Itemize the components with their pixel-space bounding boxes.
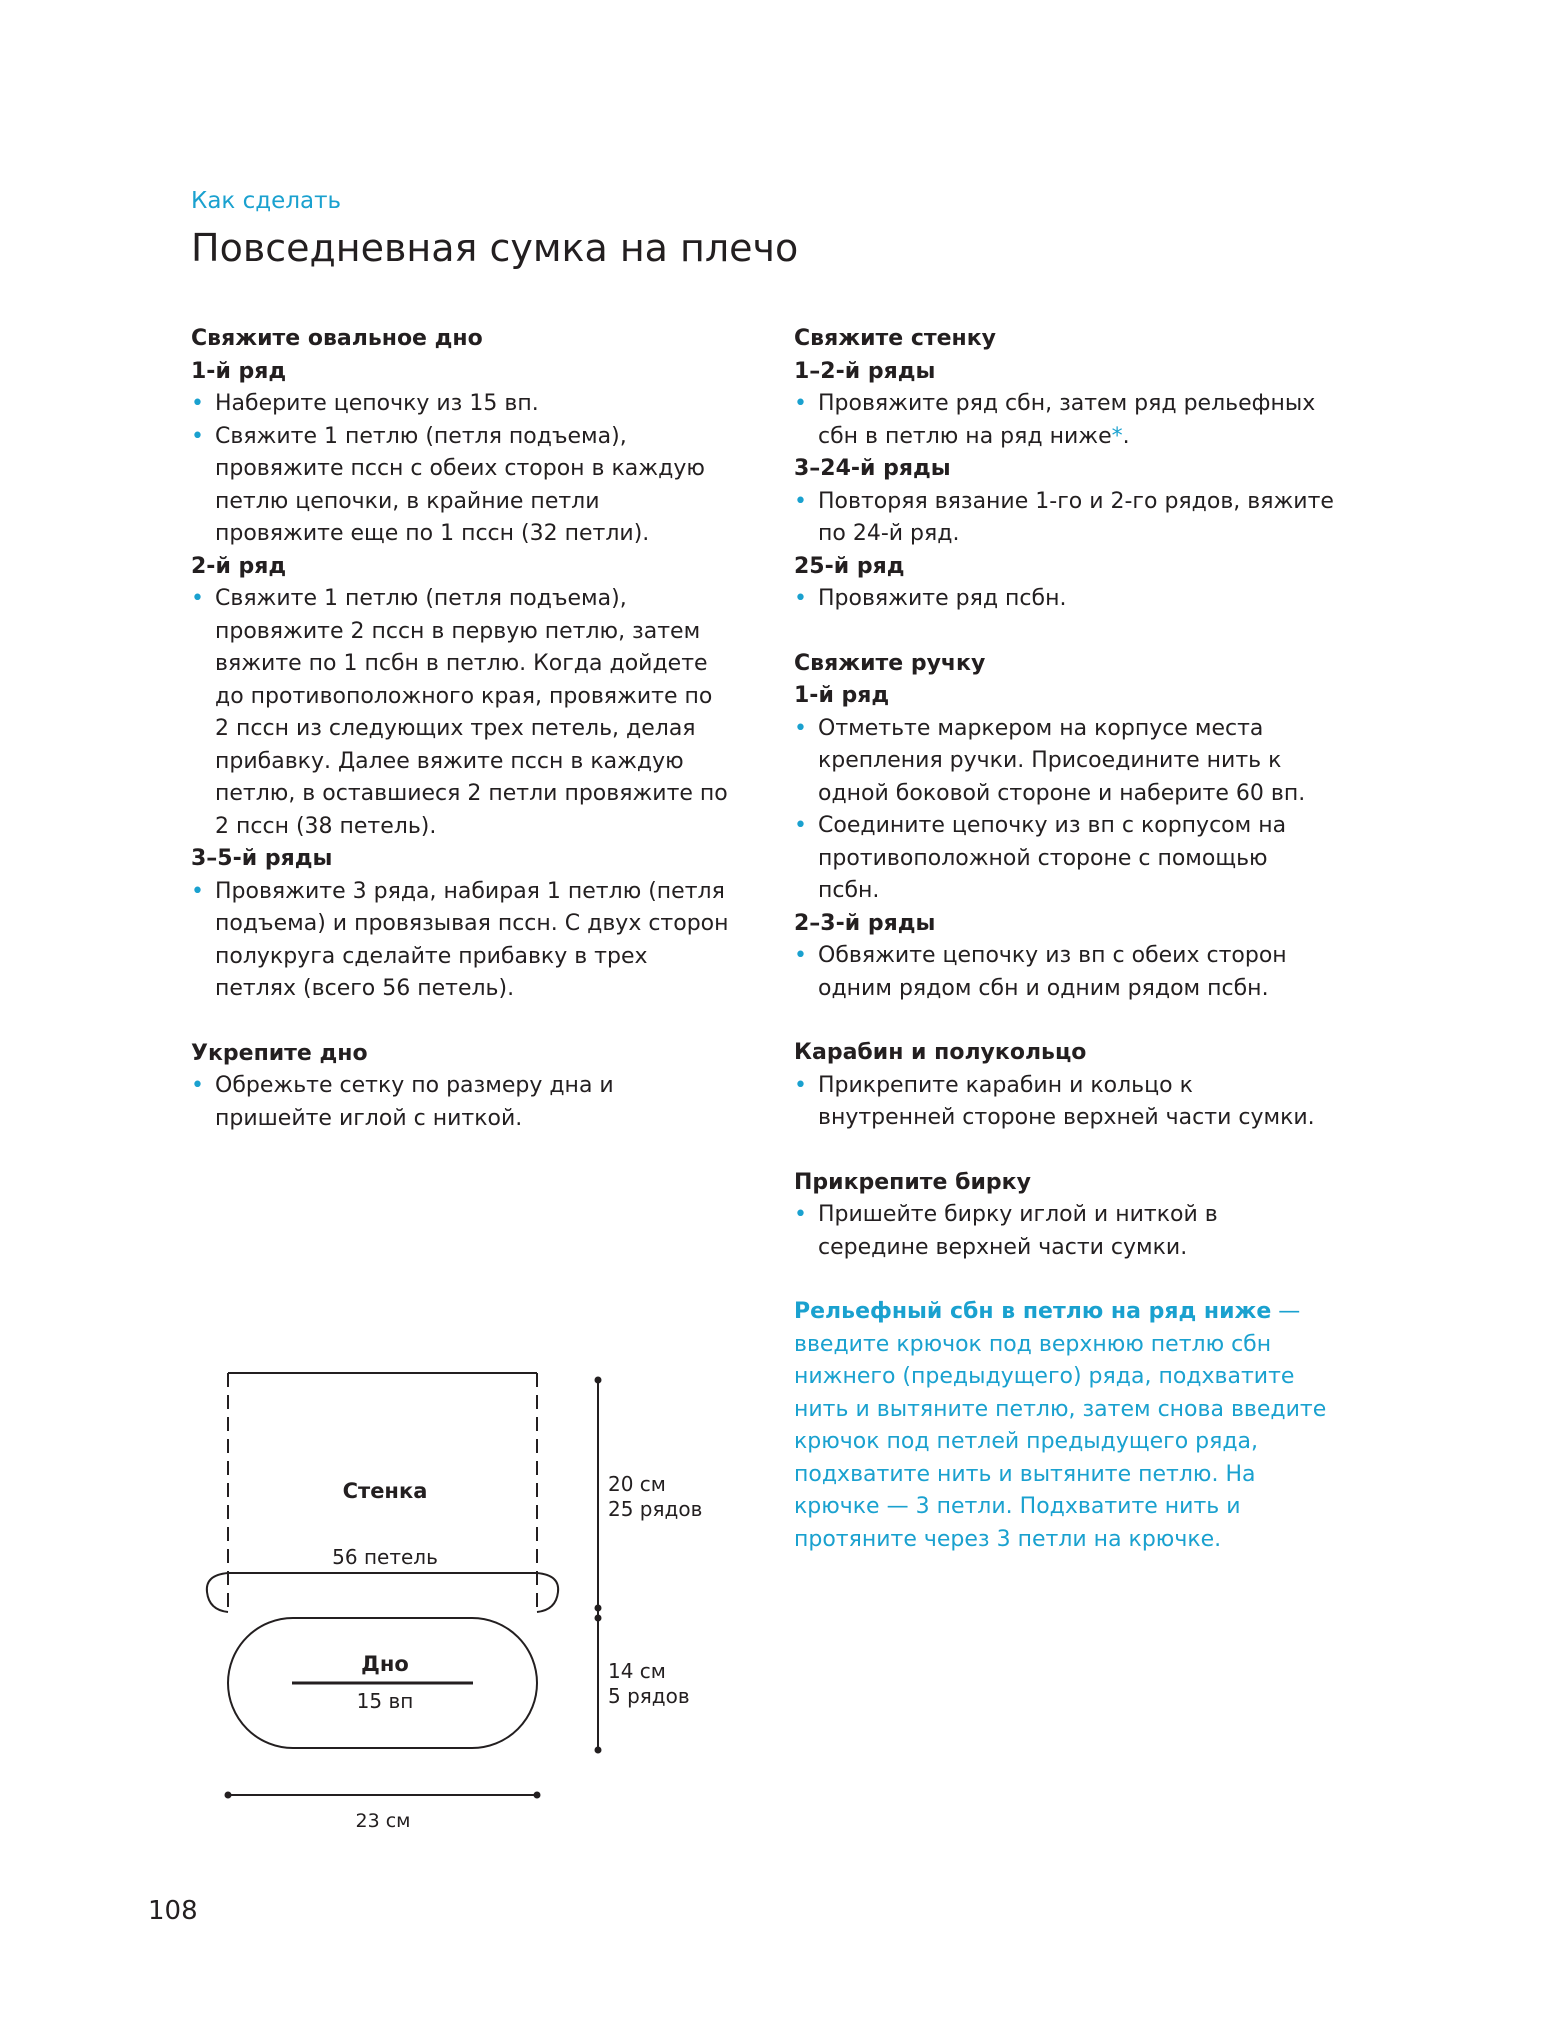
list-item-text: Отметьте маркером на корпусе места крепления ручки. Присоедините нить к одной боковой стороне и наберите 60 вп. (818, 715, 1306, 806)
list-item-text: Обрежьте сетку по размеру дна и пришейте иглой с ниткой. (215, 1073, 614, 1131)
wall-left-curl (207, 1573, 228, 1612)
bottom-height: 14 см (608, 1659, 666, 1683)
page-title: Повседневная сумка на плечо (191, 226, 799, 270)
list-item-text: Соедините цепочку из вп с корпусом на противоположной стороне с помощью псбн. (818, 813, 1287, 903)
bullet-icon: • (794, 488, 807, 514)
section-title: Укрепите дно (191, 1040, 368, 1066)
dimension-dot (534, 1792, 541, 1799)
list-item-text: Прикрепите карабин и кольцо к внутренней стороне верхней части сумки. (818, 1072, 1315, 1130)
section-title: Свяжите овальное дно (191, 326, 483, 351)
bullet-icon: • (794, 715, 807, 741)
bullet-icon: • (191, 586, 204, 611)
list-item-text: Провяжите ряд псбн. (818, 586, 1067, 611)
bullet-icon: • (794, 391, 807, 416)
list-item-text: Свяжите 1 петлю (петля подъема), провяжите пссн с обеих сторон в каждую петлю цепочки, в крайние петли провяжите еще по 1 пссн (32 петли). (215, 423, 705, 546)
bullet-icon: • (794, 586, 807, 611)
row-label: 1-й ряд (191, 358, 287, 384)
section-title: Свяжите стенку (794, 326, 997, 351)
row-label: 3–24-й ряды (794, 456, 951, 481)
bottom-stitches: 15 вп (356, 1689, 414, 1713)
list-item-text: Наберите цепочку из 15 вп. (215, 391, 539, 416)
bullet-icon: • (794, 943, 807, 968)
dimension-dot (595, 1615, 602, 1622)
dimension-dot (225, 1792, 232, 1799)
row-label: 1–2-й ряды (794, 358, 936, 384)
wall-rows: 25 рядов (608, 1497, 703, 1521)
section-title: Карабин и полукольцо (794, 1040, 1087, 1065)
bullet-icon: • (191, 423, 204, 449)
list-item-text: Провяжите ряд сбн, затем ряд рельефных сбн в петлю на ряд ниже (818, 391, 1316, 449)
list-item-text: Обвяжите цепочку из вп с обеих сторон одним рядом сбн и одним рядом псбн. (818, 943, 1287, 1001)
bullet-icon: • (191, 1073, 204, 1098)
section-title: Свяжите ручку (794, 650, 986, 676)
list-item-text: Свяжите 1 петлю (петля подъема), провяжите 2 пссн в первую петлю, затем вяжите по 1 псбн в петлю. Когда дойдете до противоположного края, провяжите по 2 пссн из следующих трех петель, делая прибавку. Далее вяжите пссн в каждую петлю, в оставшиеся 2 петли провяжите по 2 пссн (38 петель). (215, 586, 728, 839)
width-label: 23 см (355, 1810, 411, 1832)
footnote-star: * (1111, 423, 1123, 449)
bullet-icon: • (794, 1072, 807, 1098)
row-label: 25-й ряд (794, 553, 905, 579)
bottom-label: Дно (361, 1652, 409, 1676)
dimension-dot (595, 1747, 602, 1754)
footnote-text: — введите крючок под верхнюю петлю сбн нижнего (предыдущего) ряда, подхватите нить и вытяните петлю, затем снова введите крючок под петлей предыдущего ряда, подхватите нить и вытяните петлю. На крючке — 3 петли. Подхватите нить и протяните через 3 петли на крючке. (794, 1299, 1327, 1552)
section-title: Прикрепите бирку (794, 1169, 1031, 1195)
row-label: 2-й ряд (191, 553, 287, 579)
list-item-text: Пришейте бирку иглой и ниткой в середине верхней части сумки. (818, 1202, 1218, 1260)
bullet-icon: • (794, 813, 807, 838)
wall-label: Стенка (342, 1479, 428, 1503)
row-label: 1-й ряд (794, 683, 890, 708)
page-number: 108 (148, 1896, 198, 1926)
list-item-text: Повторяя вязание 1-го и 2-го рядов, вяжите по 24-й ряд. (818, 488, 1334, 546)
dimension-dot (595, 1605, 602, 1612)
wall-right-curl (537, 1573, 558, 1612)
footnote-term: Рельефный сбн в петлю на ряд ниже (794, 1299, 1272, 1324)
bullet-icon: • (794, 1202, 807, 1227)
row-label: 2–3-й ряды (794, 910, 936, 936)
section-eyebrow: Как сделать (191, 188, 342, 214)
row-label: 3–5-й ряды (191, 846, 333, 871)
bullet-icon: • (191, 391, 204, 416)
dimension-dot (595, 1377, 602, 1384)
list-item-text: Провяжите 3 ряда, набирая 1 петлю (петля подъема) и провязывая пссн. С двух сторон полукруга сделайте прибавку в трех петлях (всего 56 петель). (215, 878, 729, 1001)
bottom-rows: 5 рядов (608, 1684, 690, 1708)
wall-height: 20 см (608, 1472, 666, 1496)
list-item-end: . (1122, 423, 1130, 449)
wall-stitches: 56 петель (332, 1545, 438, 1569)
bullet-icon: • (191, 878, 204, 904)
